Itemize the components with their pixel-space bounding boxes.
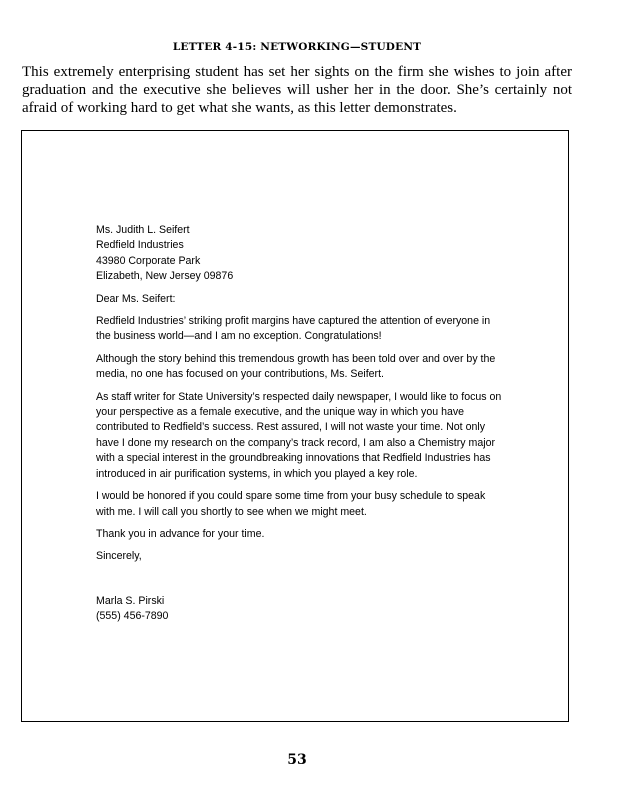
signer-name: Marla S. Pirski xyxy=(96,594,165,607)
address-line: Ms. Judith L. Seifert xyxy=(96,224,190,236)
letter-paragraph: As staff writer for State University’s respected daily newspaper, I would like to focus on your perspective as a female executive, and the unique way in which you have contributed to Redfield’s success. Rest assured, I will not waste your time. Not only have I done my research on the company’s track record, I am also a Chemistry major with a special interest in the groundbreaking innovations that Redfield Industries has introduced in air purification systems, in which you played a key role. xyxy=(96,390,502,480)
page-number: 53 xyxy=(287,752,307,768)
letter-paragraph: Although the story behind this tremendous growth has been told over and over by the media, no one has focused on your contributions, Ms. Seifert. xyxy=(96,352,496,381)
letter-body xyxy=(96,223,506,625)
letter-frame xyxy=(21,130,569,722)
recipient-address xyxy=(96,223,506,285)
page-heading: LETTER 4-15: NETWORKING—STUDENT xyxy=(172,41,422,53)
address-line: 43980 Corporate Park xyxy=(96,254,201,267)
signer-phone: (555) 456-7890 xyxy=(96,610,169,623)
address-line: Redfield Industries xyxy=(96,239,184,252)
intro-paragraph: This extremely enterprising student has set her sights on the firm she wishes to join after graduation and the executive she believes will usher her in the door. She’s certainly not afraid of working hard to get what she wants, as this letter demonstrates. xyxy=(22,64,572,116)
salutation: Dear Ms. Seifert: xyxy=(96,292,176,305)
signature-block xyxy=(96,594,506,625)
letter-paragraph: I would be honored if you could spare some time from your busy schedule to speak with me. I will call you shortly to see when we might meet. xyxy=(96,490,486,518)
letter-paragraph: Thank you in advance for your time. xyxy=(96,527,265,540)
closing: Sincerely, xyxy=(96,550,142,563)
address-line: Elizabeth, New Jersey 09876 xyxy=(96,270,234,283)
letter-paragraph: Redfield Industries’ striking profit margins have captured the attention of everyone in the business world—and I am no exception. Congratulations! xyxy=(96,315,491,343)
